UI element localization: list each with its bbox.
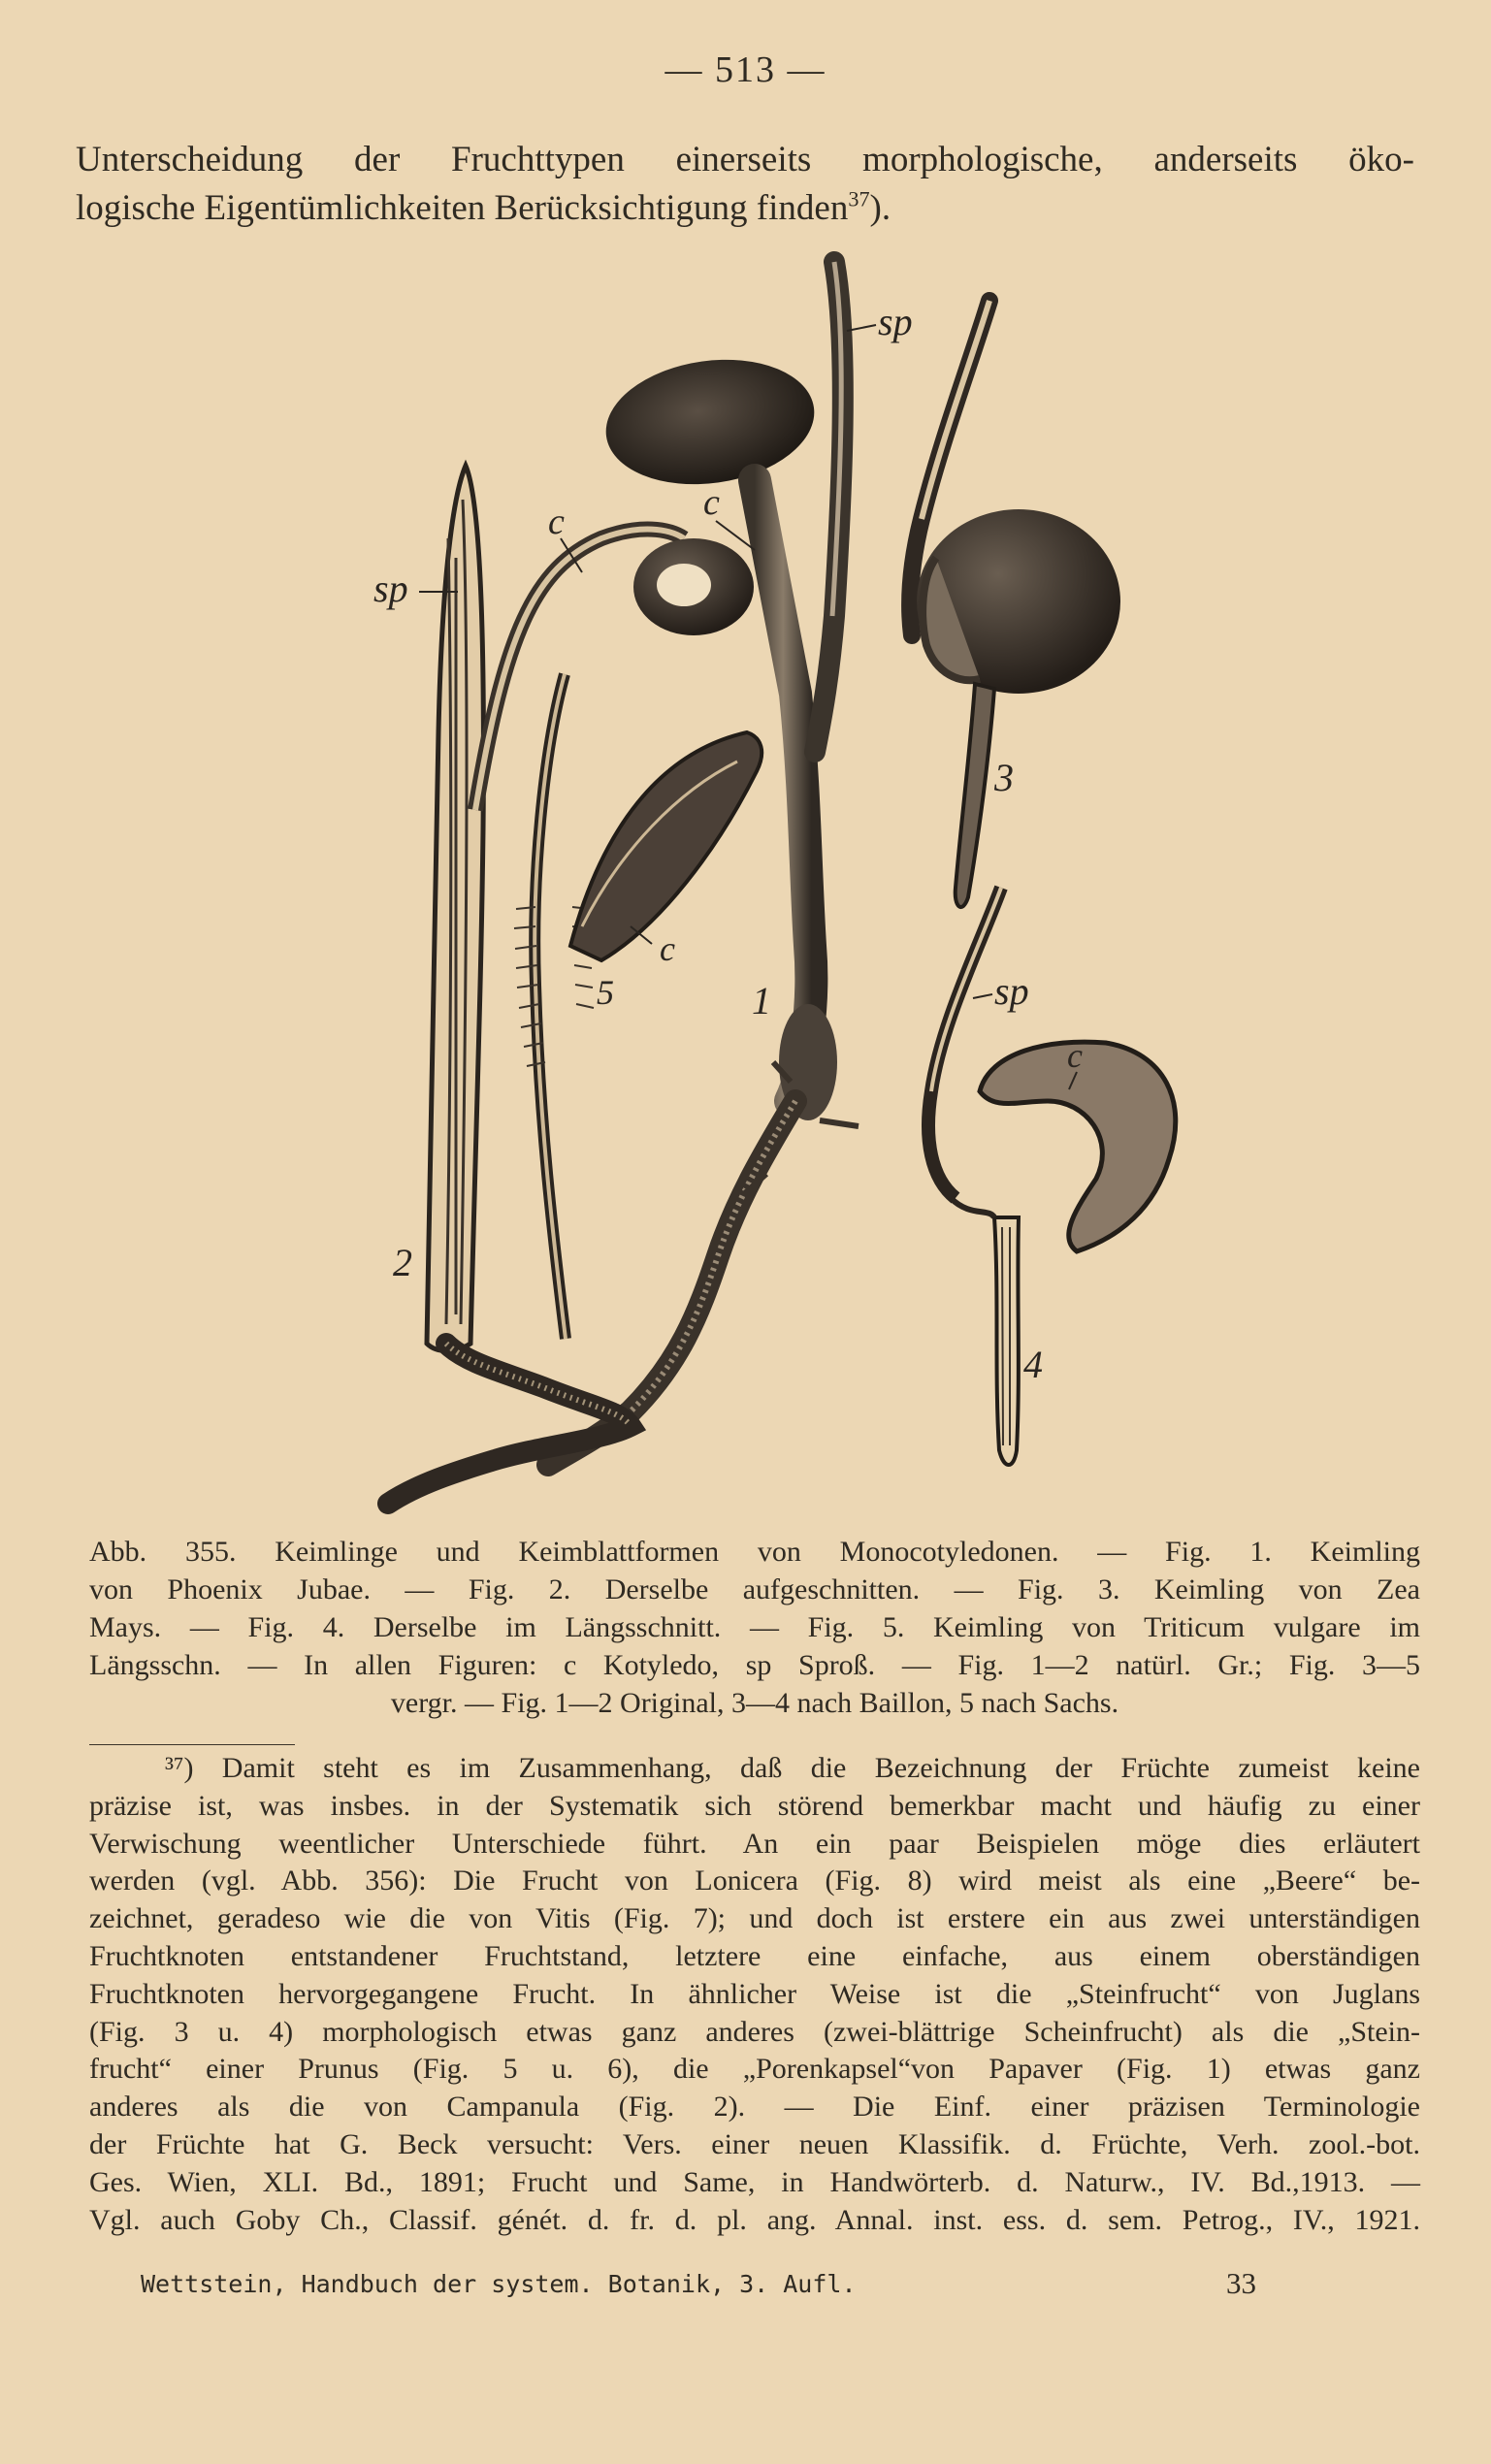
label-fig-3: 3 bbox=[994, 756, 1014, 799]
footnote-line-1: ³⁷) Damit steht es im Zusammenhang, daß die Bezeichnung der Früchte zumeist keine bbox=[165, 1752, 1420, 1784]
label-c-fig2: c bbox=[548, 502, 565, 542]
footer-book-title: Wettstein, Handbuch der system. Botanik, 3. Aufl. bbox=[141, 2270, 857, 2298]
footnote-line-12: Ges. Wien, XLI. Bd., 1891; Frucht und Same, in Handwörterb. d. Naturw., IV. Bd.,1913. — bbox=[89, 2165, 1420, 2198]
footnote-line-3: Verwischung weentlicher Unterschiede führt. An ein paar Beispielen möge dies erläutert bbox=[89, 1827, 1420, 1860]
caption-line-5: vergr. — Fig. 1—2 Original, 3—4 nach Baillon, 5 nach Sachs. bbox=[390, 1687, 1119, 1719]
label-fig-5: 5 bbox=[597, 973, 614, 1012]
fig-4-drawing bbox=[928, 888, 1176, 1465]
caption-line-2: von Phoenix Jubae. — Fig. 2. Derselbe aufgeschnitten. — Fig. 3. Keimling von Zea bbox=[89, 1573, 1420, 1605]
footnote-line-13: Vgl. auch Goby Ch., Classif. génét. d. fr. d. pl. ang. Annal. inst. ess. d. sem. Petrog., IV., 1921. bbox=[89, 2203, 1420, 2236]
label-sp-fig4: sp bbox=[994, 969, 1029, 1013]
intro-paragraph bbox=[76, 136, 1414, 233]
intro-line-2 bbox=[76, 184, 1414, 233]
intro-line-2-end: ). bbox=[869, 188, 891, 228]
footnote-line-5: zeichnet, geradeso wie die von Vitis (Fig. 7); und doch ist erstere ein aus zwei unterständigen bbox=[89, 1902, 1420, 1935]
label-c-fig1: c bbox=[703, 482, 720, 523]
footnote-line-6: Fruchtknoten entstandener Fruchtstand, letztere eine einfache, aus einem oberständigen bbox=[89, 1939, 1420, 1972]
footnote-ref: 37 bbox=[848, 186, 870, 211]
footnote-line-8: (Fig. 3 u. 4) morphologisch etwas ganz anderes (zwei-blättrige Scheinfrucht) als die „Stein- bbox=[89, 2015, 1420, 2048]
caption-line-4: Längsschn. — In allen Figuren: c Kotyledo, sp Sproß. — Fig. 1—2 natürl. Gr.; Fig. 3—5 bbox=[89, 1649, 1420, 1681]
label-sp-fig2: sp bbox=[373, 567, 408, 610]
footnote-line-11: der Früchte hat G. Beck versucht: Vers. einer neuen Klassifik. d. Früchte, Verh. zool.-bot. bbox=[89, 2127, 1420, 2160]
fig-3-drawing bbox=[910, 301, 1120, 907]
label-fig-1: 1 bbox=[752, 979, 771, 1022]
seedling-illustration bbox=[310, 247, 1183, 1528]
page-number: — 513 — bbox=[664, 49, 827, 90]
caption-line-3: Mays. — Fig. 4. Derselbe im Längsschnitt. — Fig. 5. Keimling von Triticum vulgare im bbox=[89, 1611, 1420, 1643]
label-c-fig4: c bbox=[1067, 1036, 1083, 1075]
figure-caption bbox=[89, 1533, 1420, 1722]
footer-sheet-number: 33 bbox=[1226, 2266, 1256, 2300]
footnote-line-2: präzise ist, was insbes. in der Systematik sich störend bemerkbar macht und häufig zu einer bbox=[89, 1789, 1420, 1822]
fig-2-drawing bbox=[388, 466, 754, 1504]
page-footer bbox=[141, 2266, 1256, 2300]
fig-1-drawing bbox=[548, 262, 859, 1465]
label-fig-2: 2 bbox=[393, 1241, 412, 1284]
footnote-37 bbox=[89, 1750, 1420, 2239]
footnote-divider bbox=[89, 1744, 295, 1745]
seedling-drawing bbox=[310, 247, 1183, 1528]
caption-line-1: Abb. 355. Keimlinge und Keimblattformen von Monocotyledonen. — Fig. 1. Keimling bbox=[89, 1536, 1420, 1568]
footnote-line-7: Fruchtknoten hervorgegangene Frucht. In ähnlicher Weise ist die „Steinfrucht“ von Juglans bbox=[89, 1977, 1420, 2010]
label-fig-4: 4 bbox=[1023, 1343, 1043, 1386]
footnote-line-9: frucht“ einer Prunus (Fig. 5 u. 6), die „Porenkapsel“von Papaver (Fig. 1) etwas ganz bbox=[89, 2053, 1420, 2086]
label-sp-fig3: sp bbox=[878, 300, 913, 343]
footnote-line-4: werden (vgl. Abb. 356): Die Frucht von Lonicera (Fig. 8) wird meist als eine „Beere“ be- bbox=[89, 1864, 1420, 1897]
intro-line-1: Unterscheidung der Fruchttypen einerseits morphologische, anderseits öko- bbox=[76, 140, 1414, 179]
footnote-line-10: anderes als die von Campanula (Fig. 2). — Die Einf. einer präzisen Terminologie bbox=[89, 2091, 1420, 2124]
label-c-fig5: c bbox=[660, 929, 675, 968]
intro-line-2-text: logische Eigentümlichkeiten Berücksichtigung finden bbox=[76, 188, 849, 228]
